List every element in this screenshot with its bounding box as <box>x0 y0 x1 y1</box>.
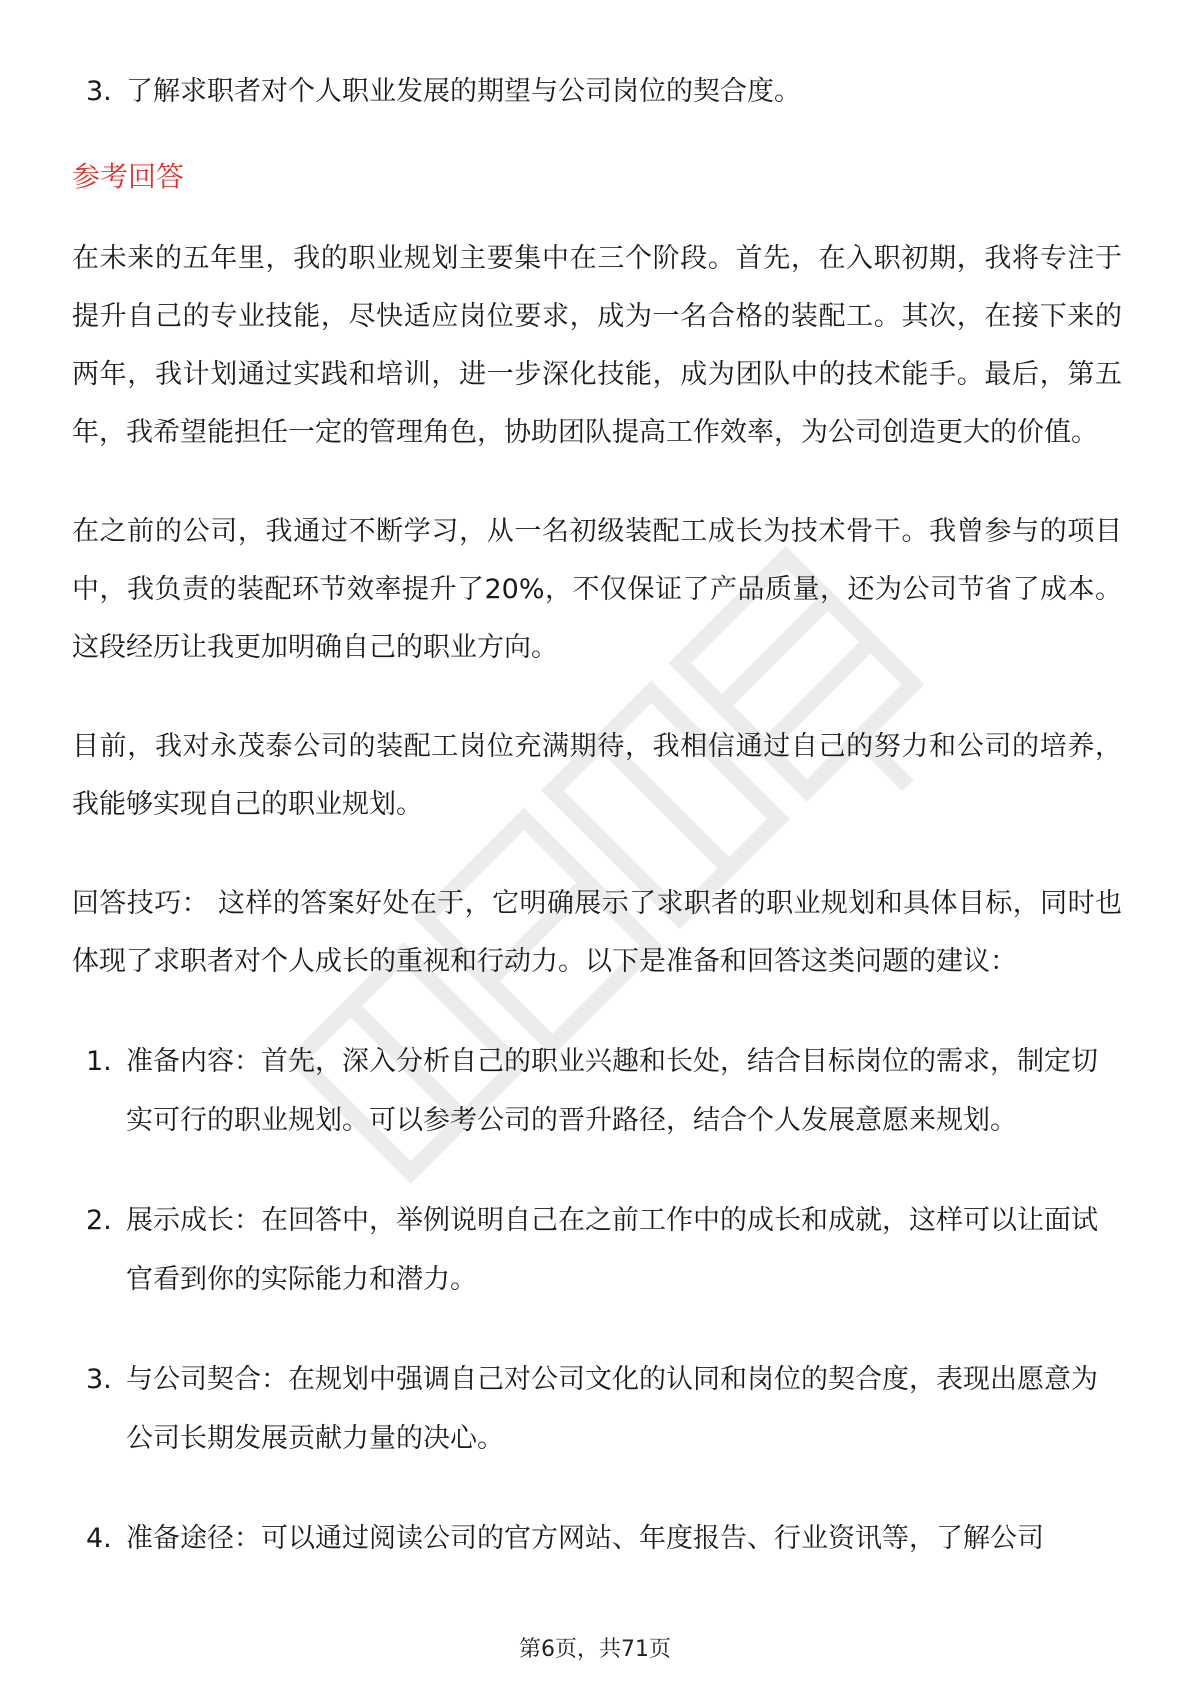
document-body <box>72 62 1122 1609</box>
tip-item <box>72 1350 1122 1468</box>
list-text: 准备内容：首先，深入分析自己的职业兴趣和长处，结合目标岗位的需求，制定切实可行的职业规划。可以参考公司的晋升路径，结合个人发展意愿来规划。 <box>126 1046 1098 1136</box>
tip-item <box>72 1509 1122 1568</box>
paragraph-current-expectation: 目前，我对永茂泰公司的装配工岗位充满期待，我相信通过自己的努力和公司的培养，我能够实现自己的职业规划。 <box>72 731 1122 820</box>
list-text: 与公司契合：在规划中强调自己对公司文化的认同和岗位的契合度，表现出愿意为公司长期发展贡献力量的决心。 <box>126 1364 1098 1454</box>
list-number: 4. <box>86 1523 112 1554</box>
tip-item <box>72 1191 1122 1309</box>
list-number: 3. <box>86 76 112 107</box>
tips-list <box>72 1032 1122 1568</box>
reference-answer-heading: 参考回答 <box>72 160 185 193</box>
paragraph-past-experience: 在之前的公司，我通过不断学习，从一名初级装配工成长为技术骨干。我曾参与的项目中，我负责的装配环节效率提升了20%，不仅保证了产品质量，还为公司节省了成本。这段经历让我更加明确自己的职业方向。 <box>72 516 1122 663</box>
list-number: 3. <box>86 1364 112 1395</box>
list-text: 了解求职者对个人职业发展的期望与公司岗位的契合度。 <box>126 76 801 107</box>
list-number: 1. <box>86 1046 112 1077</box>
intro-list-item <box>72 62 1122 121</box>
page-footer: 第6页，共71页 <box>519 1637 671 1662</box>
list-number: 2. <box>86 1205 112 1236</box>
paragraph-career-plan: 在未来的五年里，我的职业规划主要集中在三个阶段。首先，在入职初期，我将专注于提升自己的专业技能，尽快适应岗位要求，成为一名合格的装配工。其次，在接下来的两年，我计划通过实践和培训，进一步深化技能，成为团队中的技术能手。最后，第五年，我希望能担任一定的管理角色，协助团队提高工作效率，为公司创造更大的价值。 <box>72 243 1122 448</box>
list-text: 展示成长：在回答中，举例说明自己在之前工作中的成长和成就，这样可以让面试官看到你的实际能力和潜力。 <box>126 1205 1098 1295</box>
list-text: 准备途径：可以通过阅读公司的官方网站、年度报告、行业资讯等，了解公司 <box>126 1523 1044 1554</box>
paragraph-answer-tips: 回答技巧： 这样的答案好处在于，它明确展示了求职者的职业规划和具体目标，同时也体现了求职者对个人成长的重视和行动力。以下是准备和回答这类问题的建议： <box>72 888 1122 977</box>
tip-item <box>72 1032 1122 1150</box>
